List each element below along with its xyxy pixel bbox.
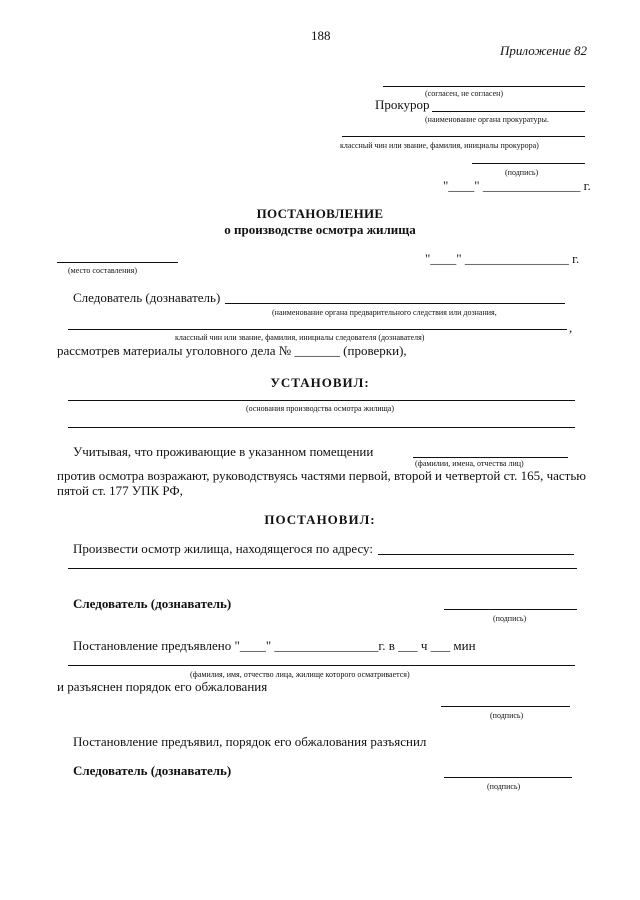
investigator-rank-field-line: [68, 329, 567, 330]
objection-text-line: против осмотра возражают, руководствуясь частями первой, второй и четвертой ст. 165, частью: [57, 468, 587, 483]
investigator-rank-caption: классный чин или звание, фамилия, инициалы следователя (дознавателя): [175, 333, 425, 342]
prosecutor-signature-line: [472, 163, 585, 164]
prosecutor-rank-caption: классный чин или звание, фамилия, инициалы прокурора): [340, 141, 539, 150]
investigator-org-caption: (наименование органа предварительного следствия или дознания,: [272, 308, 497, 317]
prosecutor-rank-field-line: [342, 136, 585, 137]
appendix-label: Приложение 82: [500, 43, 588, 58]
presented-text: Постановление предъявлено "____" ________________г. в ___ ч ___ мин: [73, 638, 476, 653]
grounds-field-line: [68, 400, 575, 401]
place-caption: (место составления): [68, 266, 137, 275]
investigator-rank-comma: ,: [569, 320, 573, 335]
document-date-field: "____" ________________ г.: [425, 251, 580, 266]
investigator-signature-caption: (подпись): [493, 614, 527, 623]
investigator-signature-line: [444, 777, 572, 778]
document-subtitle: о производстве осмотра жилища: [224, 222, 416, 237]
grounds-field-line: [68, 427, 575, 428]
consent-caption: (согласен, не согласен): [425, 89, 504, 98]
investigator-label: Следователь (дознаватель): [73, 290, 221, 305]
objection-lead-text: Учитывая, что проживающие в указанном помещении: [73, 444, 374, 459]
appeal-explained-text: и разъяснен порядок его обжалования: [57, 679, 268, 694]
objection-text-line: пятой ст. 177 УПК РФ,: [57, 483, 183, 498]
case-materials-text: рассмотрев материалы уголовного дела № _______ (проверки),: [57, 343, 407, 358]
residents-names-caption: (фамилии, имена, отчества лиц): [415, 459, 524, 468]
prosecutor-label: Прокурор: [375, 97, 430, 112]
closing-text: Постановление предъявил, порядок его обжалования разъяснил: [73, 734, 427, 749]
investigator-signature-caption: (подпись): [487, 782, 521, 791]
established-heading: УСТАНОВИЛ:: [270, 375, 370, 390]
resident-name-caption: (фамилия, имя, отчество лица, жилище которого осматривается): [190, 670, 410, 679]
investigator-signature-line: [444, 609, 577, 610]
consent-field-line: [383, 86, 585, 87]
prosecutor-date-field: "____" _______________ г.: [443, 178, 591, 193]
investigator-signature-label: Следователь (дознаватель): [73, 763, 232, 778]
address-field-line: [378, 554, 574, 555]
prosecutor-org-field-line: [432, 111, 585, 112]
address-field-line: [68, 568, 577, 569]
grounds-caption: (основания производства осмотра жилища): [245, 404, 395, 413]
place-field-line: [57, 262, 178, 263]
inspection-order-text: Произвести осмотр жилища, находящегося по адресу:: [73, 541, 373, 556]
resolved-heading: ПОСТАНОВИЛ:: [264, 512, 376, 527]
residents-names-field-line: [413, 457, 568, 458]
prosecutor-org-caption: (наименование органа прокуратуры.: [425, 115, 549, 124]
resident-name-field-line: [68, 665, 575, 666]
document-title: ПОСТАНОВЛЕНИЕ: [256, 206, 384, 221]
investigator-signature-label: Следователь (дознаватель): [73, 596, 232, 611]
resident-signature-caption: (подпись): [490, 711, 524, 720]
prosecutor-signature-caption: (подпись): [505, 168, 539, 177]
resident-signature-line: [441, 706, 570, 707]
investigator-org-field-line: [225, 303, 565, 304]
page-number: 188: [311, 28, 331, 43]
